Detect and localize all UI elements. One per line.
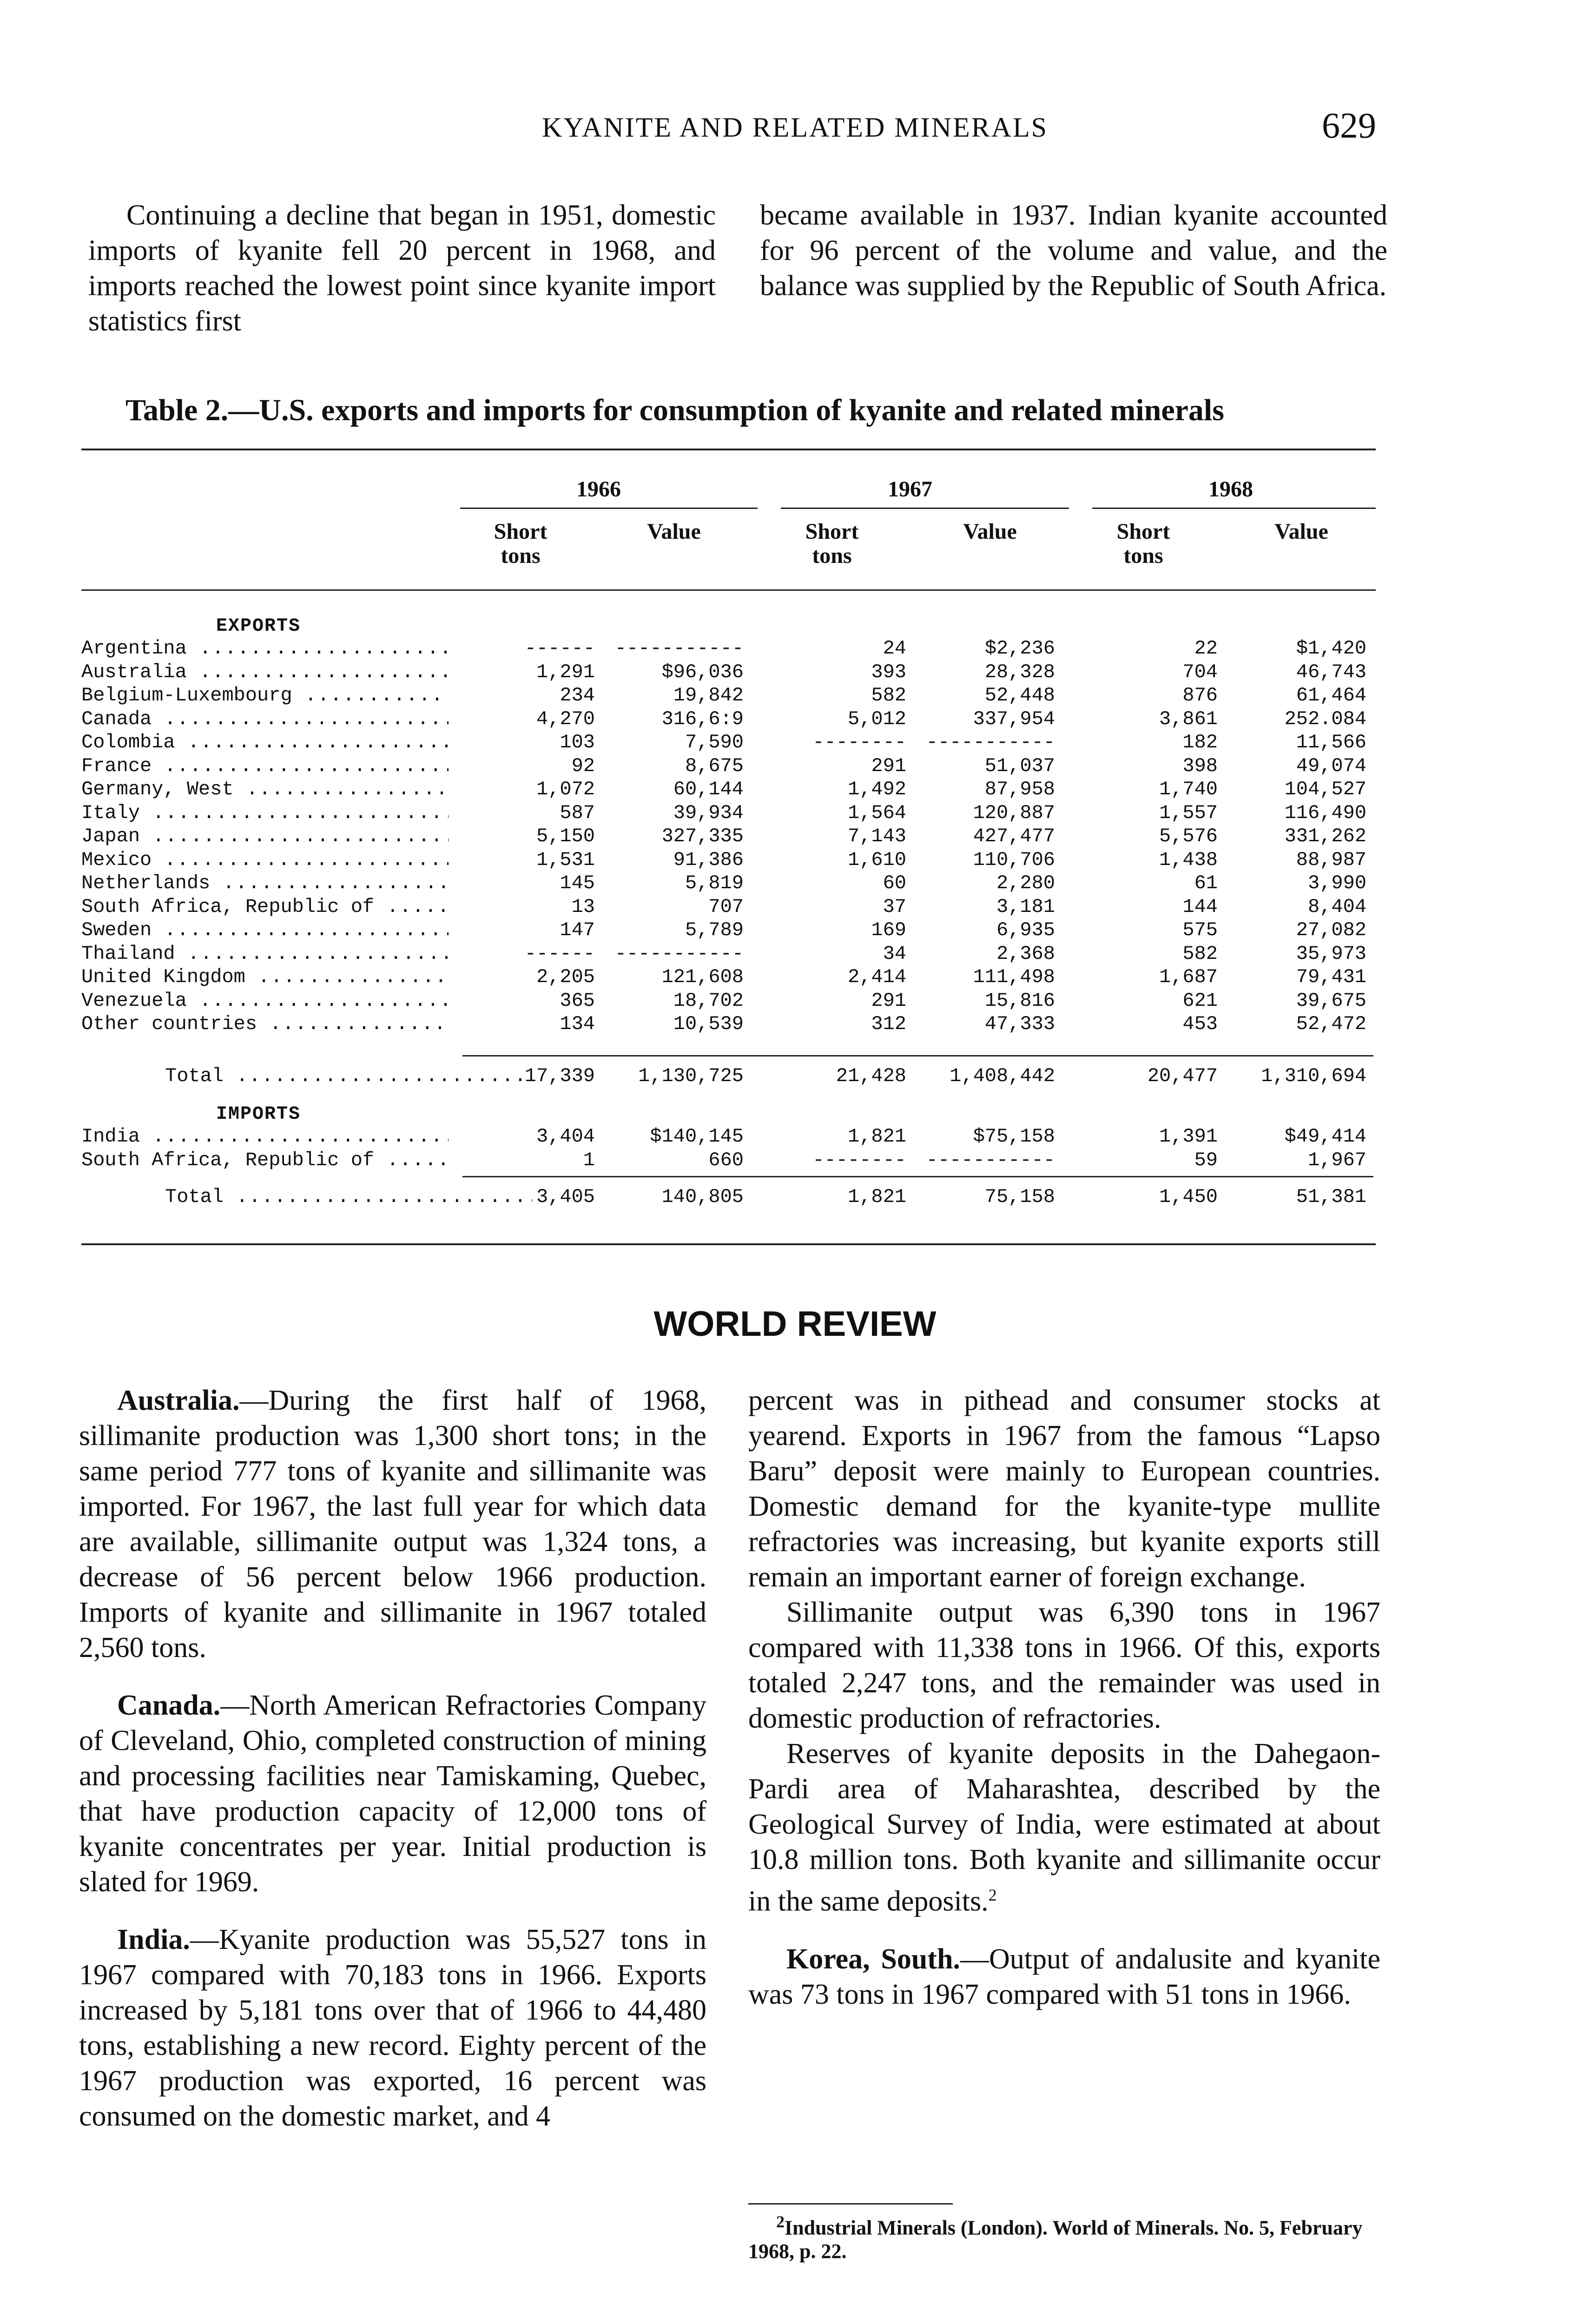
cell-t66: ------	[524, 942, 595, 965]
col-value-1968: Value	[1274, 519, 1328, 544]
cell-v66: 327,335	[661, 825, 744, 847]
cell-t67: 60	[883, 872, 906, 894]
cell-v68: 88,987	[1296, 848, 1366, 871]
cell-t66: 3,405	[536, 1186, 595, 1208]
cell-v66: 10,539	[673, 1013, 744, 1035]
cell-v68: 116,490	[1284, 801, 1366, 824]
canada-paragraph	[79, 1688, 706, 1900]
cell-v68: 104,527	[1284, 778, 1366, 800]
table-row	[81, 1125, 1373, 1148]
cell-v68: 46,743	[1296, 660, 1366, 683]
cell-t67: 7,143	[847, 825, 906, 847]
col-value-1967: Value	[963, 519, 1017, 544]
year-1968-label: 1968	[1208, 477, 1253, 502]
row-label: Other countries .....	[81, 1012, 449, 1036]
cell-t66: ------	[524, 637, 595, 660]
row-label: Sweden .....	[81, 918, 449, 942]
cell-v67: 52,448	[984, 684, 1055, 706]
table-bottom-rule	[81, 1243, 1376, 1245]
table-row	[81, 1012, 1373, 1036]
intro-paragraph-right: became available in 1937. Indian kyanite accounted for 96 percent of the volume and value, and the balance was supplied by the Republic of South Africa.	[760, 199, 1387, 302]
cell-t68: 1,687	[1159, 966, 1218, 988]
exports-heading: EXPORTS	[216, 616, 301, 637]
cell-t67: 1,821	[847, 1125, 906, 1148]
cell-v68: 35,973	[1296, 942, 1366, 965]
cell-t67: 1,492	[847, 778, 906, 800]
cell-t66: 147	[560, 919, 595, 941]
cell-v66: 660	[708, 1149, 744, 1171]
cell-v68: 61,464	[1296, 684, 1366, 706]
row-label: Venezuela .....	[81, 989, 449, 1012]
row-label: Australia .....	[81, 660, 449, 684]
col-value-1966: Value	[647, 519, 701, 544]
cell-v66: 707	[708, 895, 744, 918]
cell-t66: 3,404	[536, 1125, 595, 1148]
table-row	[81, 1185, 1373, 1208]
cell-v67: 47,333	[984, 1013, 1055, 1035]
row-label: United Kingdom .....	[81, 965, 449, 989]
table-title: Table 2.—U.S. exports and imports for consumption of kyanite and related minerals	[125, 393, 1224, 427]
cell-v67: 6,935	[996, 919, 1055, 941]
footnote	[748, 2210, 1380, 2263]
cell-v66: 5,789	[685, 919, 744, 941]
cell-t67: --------	[812, 731, 906, 753]
cell-t68: 621	[1182, 989, 1218, 1012]
row-label: Italy .....	[81, 801, 449, 825]
table-row	[81, 707, 1373, 731]
cell-v66: -----------	[614, 942, 744, 965]
cell-v66: 5,819	[685, 872, 744, 894]
cell-v66: 91,386	[673, 848, 744, 871]
table-row	[81, 848, 1373, 872]
cell-v67: 111,498	[973, 966, 1055, 988]
cell-t66: 92	[571, 754, 595, 777]
india-heading: India.	[117, 1924, 190, 1955]
table-row	[81, 731, 1373, 754]
intro-paragraph-left: Continuing a decline that began in 1951, domestic imports of kyanite fell 20 percent in 1968, and imports reached the lowest point since kyanite import statistics first	[88, 199, 716, 337]
cell-v66: 1,130,725	[638, 1065, 744, 1087]
world-review-heading: WORLD REVIEW	[653, 1304, 937, 1344]
cell-t66: 134	[560, 1013, 595, 1035]
table-row	[81, 965, 1373, 989]
cell-v67: -----------	[926, 1149, 1055, 1171]
cell-v66: 18,702	[673, 989, 744, 1012]
cell-v68: 51,381	[1296, 1186, 1366, 1208]
table-row	[81, 895, 1373, 918]
sillimanite-paragraph: Sillimanite output was 6,390 tons in 1967 compared with 11,338 tons in 1966. Of this, exports totaled 2,247 tons, and the remainder was used in domestic production of refractories.	[748, 1597, 1380, 1734]
cell-v67: 427,477	[973, 825, 1055, 847]
year-1967-label: 1967	[888, 477, 932, 502]
footnote-reference: 2	[988, 1886, 997, 1904]
cell-t67: 1,564	[847, 801, 906, 824]
world-review-left-column	[79, 1383, 706, 2134]
canada-text: —North American Refractories Company of Cleveland, Ohio, completed construction of mining and processing facilities near Tamiskaming, Quebec, that have production capacity of 12,000 tons of kyanite concentrates per year. Initial production is slated for 1969.	[79, 1690, 706, 1898]
cell-v66: $96,036	[661, 660, 744, 683]
row-label: Netherlands .....	[81, 872, 449, 895]
cell-v67: 1,408,442	[950, 1065, 1055, 1087]
cell-v66: -----------	[614, 637, 744, 660]
cell-v67: $2,236	[984, 637, 1055, 660]
table-row	[81, 872, 1373, 895]
cell-t68: 1,740	[1159, 778, 1218, 800]
cell-t66: 5,150	[536, 825, 595, 847]
cell-t67: 2,414	[847, 966, 906, 988]
cell-t67: 393	[871, 660, 906, 683]
australia-text: —During the first half of 1968, sillimanite production was 1,300 short tons; in the same period 777 tons of kyanite and sillimanite was imported. For 1967, the last full year for which data are available, sillimanite output was 1,324 tons, a decrease of 56 percent below 1966 production. Imports of kyanite and sillimanite in 1967 totaled 2,560 tons.	[79, 1385, 706, 1664]
row-label: Total .....	[165, 1185, 532, 1208]
imports-subtotal-rule	[462, 1176, 1373, 1177]
cell-v66: 316,6:9	[661, 707, 744, 730]
table-row	[81, 754, 1373, 778]
cell-t66: 365	[560, 989, 595, 1012]
table-row	[81, 1064, 1373, 1088]
row-label: Colombia .....	[81, 731, 449, 754]
row-label: Argentina .....	[81, 637, 449, 660]
cell-v67: 28,328	[984, 660, 1055, 683]
footnote-mark: 2	[776, 2212, 785, 2231]
col-short-tons-1967: Short tons	[805, 519, 859, 568]
col-short-tons-1966: Short tons	[494, 519, 548, 568]
cell-v67: 2,368	[996, 942, 1055, 965]
cell-v68: 79,431	[1296, 966, 1366, 988]
cell-t68: 22	[1194, 637, 1218, 660]
cell-t66: 1,072	[536, 778, 595, 800]
cell-t67: 312	[871, 1013, 906, 1035]
cell-v68: 252.084	[1284, 707, 1366, 730]
year-1966-label: 1966	[576, 477, 621, 502]
cell-v67: 2,280	[996, 872, 1055, 894]
imports-heading: IMPORTS	[216, 1104, 301, 1125]
running-title: KYANITE AND RELATED MINERALS	[542, 112, 1048, 143]
row-label: Thailand .....	[81, 942, 449, 965]
table-row	[81, 801, 1373, 825]
cell-t66: 13	[571, 895, 595, 918]
reserves-paragraph	[748, 1736, 1380, 1919]
cell-v66: 60,144	[673, 778, 744, 800]
cell-v68: $49,414	[1284, 1125, 1366, 1148]
cell-v67: 337,954	[973, 707, 1055, 730]
cell-t68: 582	[1182, 942, 1218, 965]
page-number: 629	[1322, 105, 1376, 145]
cell-t68: 1,450	[1159, 1186, 1218, 1208]
cell-t67: 24	[883, 637, 906, 660]
cell-t68: 453	[1182, 1013, 1218, 1035]
cell-v66: 7,590	[685, 731, 744, 753]
cell-t68: 704	[1182, 660, 1218, 683]
cell-t68: 1,438	[1159, 848, 1218, 871]
footnote-rule	[748, 2203, 953, 2205]
cell-v67: 87,958	[984, 778, 1055, 800]
cell-t66: 1	[583, 1149, 595, 1171]
cell-v68: 3,990	[1307, 872, 1366, 894]
korea-heading: Korea, South.	[786, 1943, 960, 1975]
cell-v67: 120,887	[973, 801, 1055, 824]
cell-t67: 291	[871, 754, 906, 777]
korea-paragraph	[748, 1941, 1380, 2012]
cell-t68: 59	[1194, 1149, 1218, 1171]
reserves-text: Reserves of kyanite deposits in the Dahegaon-Pardi area of Maharashtea, described by the Geological Survey of India, were estimated at about 10.8 million tons. Both kyanite and sillimanite occur in the same deposits.	[748, 1738, 1380, 1917]
footnote-text: Industrial Minerals (London). World of Minerals. No. 5, February 1968, p. 22.	[748, 2216, 1363, 2263]
cell-v66: 8,675	[685, 754, 744, 777]
cell-v66: 39,934	[673, 801, 744, 824]
cell-t67: 291	[871, 989, 906, 1012]
cell-v68: 331,262	[1284, 825, 1366, 847]
cell-v68: $1,420	[1296, 637, 1366, 660]
world-review-right-column	[748, 1383, 1380, 2012]
row-label: Mexico .....	[81, 848, 449, 872]
cell-v67: 51,037	[984, 754, 1055, 777]
cell-v68: 8,404	[1307, 895, 1366, 918]
cell-t67: 34	[883, 942, 906, 965]
cell-v68: 11,566	[1296, 731, 1366, 753]
cell-v67: $75,158	[973, 1125, 1055, 1148]
australia-heading: Australia.	[117, 1385, 240, 1416]
cell-t66: 145	[560, 872, 595, 894]
cell-t66: 17,339	[524, 1065, 595, 1087]
table-row	[81, 942, 1373, 965]
cell-v66: 121,608	[661, 966, 744, 988]
row-label: France .....	[81, 754, 449, 778]
table-row	[81, 989, 1373, 1012]
cell-t68: 5,576	[1159, 825, 1218, 847]
cell-t68: 20,477	[1147, 1065, 1218, 1087]
cell-t67: 1,821	[847, 1186, 906, 1208]
cell-v68: 1,310,694	[1261, 1065, 1366, 1087]
cell-t67: 21,428	[836, 1065, 906, 1087]
india-paragraph	[79, 1922, 706, 2134]
row-label: Germany, West .....	[81, 778, 449, 801]
table-row	[81, 660, 1373, 684]
table-row	[81, 918, 1373, 942]
row-label: India .....	[81, 1125, 449, 1148]
canada-heading: Canada.	[117, 1690, 221, 1721]
cell-t66: 234	[560, 684, 595, 706]
col-short-tons-1968: Short tons	[1116, 519, 1170, 568]
cell-t66: 2,205	[536, 966, 595, 988]
cell-t66: 103	[560, 731, 595, 753]
table-row	[81, 778, 1373, 801]
table-row	[81, 1149, 1373, 1172]
exports-subtotal-rule	[462, 1055, 1373, 1056]
australia-paragraph	[79, 1383, 706, 1665]
cell-t68: 1,391	[1159, 1125, 1218, 1148]
cell-v68: 39,675	[1296, 989, 1366, 1012]
cell-v67: 15,816	[984, 989, 1055, 1012]
cell-t67: 169	[871, 919, 906, 941]
cell-t68: 3,861	[1159, 707, 1218, 730]
cell-t67: 582	[871, 684, 906, 706]
row-label: Japan .....	[81, 825, 449, 848]
cell-t68: 1,557	[1159, 801, 1218, 824]
india-continued-paragraph: percent was in pithead and consumer stocks at yearend. Exports in 1967 from the famous “Lapso Baru” deposit were mainly to European countries. Domestic demand for the kyanite-type mullite refractories was increasing, but kyanite exports still remain an important earner of foreign exchange.	[748, 1385, 1380, 1593]
cell-v66: $140,145	[650, 1125, 744, 1148]
cell-t67: --------	[812, 1149, 906, 1171]
cell-t68: 398	[1182, 754, 1218, 777]
cell-v68: 49,074	[1296, 754, 1366, 777]
cell-v67: 110,706	[973, 848, 1055, 871]
cell-v66: 140,805	[661, 1186, 744, 1208]
row-label: South Africa, Republic of .....	[81, 895, 449, 918]
cell-t67: 1,610	[847, 848, 906, 871]
cell-t68: 144	[1182, 895, 1218, 918]
korea-text: —Output of andalusite and kyanite was 73 tons in 1967 compared with 51 tons in 1966.	[748, 1943, 1380, 2010]
cell-v68: 52,472	[1296, 1013, 1366, 1035]
cell-t66: 1,291	[536, 660, 595, 683]
table-row	[81, 684, 1373, 707]
cell-v68: 27,082	[1296, 919, 1366, 941]
cell-t68: 182	[1182, 731, 1218, 753]
cell-v66: 19,842	[673, 684, 744, 706]
cell-t66: 4,270	[536, 707, 595, 730]
row-label: Canada .....	[81, 707, 449, 731]
table-row	[81, 637, 1373, 660]
cell-t68: 876	[1182, 684, 1218, 706]
cell-t68: 61	[1194, 872, 1218, 894]
table-row	[81, 825, 1373, 848]
cell-v68: 1,967	[1307, 1149, 1366, 1171]
row-label: Total .....	[165, 1064, 532, 1088]
india-text: —Kyanite production was 55,527 tons in 1967 compared with 70,183 tons in 1966. Exports increased by 5,181 tons over that of 1966 to 44,480 tons, establishing a new record. Eighty percent of the 1967 production was exported, 16 percent was consumed on the domestic market, and 4	[79, 1924, 706, 2132]
cell-t67: 5,012	[847, 707, 906, 730]
cell-v67: 75,158	[984, 1186, 1055, 1208]
cell-v67: -----------	[926, 731, 1055, 753]
row-label: South Africa, Republic of .....	[81, 1149, 449, 1172]
cell-t66: 1,531	[536, 848, 595, 871]
cell-t67: 37	[883, 895, 906, 918]
row-label: Belgium-Luxembourg .....	[81, 684, 449, 707]
cell-t68: 575	[1182, 919, 1218, 941]
cell-v67: 3,181	[996, 895, 1055, 918]
cell-t66: 587	[560, 801, 595, 824]
